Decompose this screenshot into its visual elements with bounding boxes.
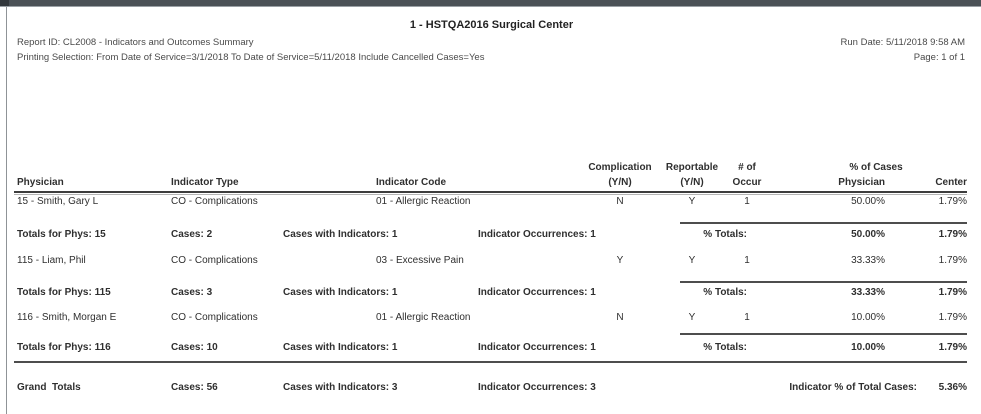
- indicator-type-header: Indicator Type: [171, 177, 239, 188]
- pct-center-header: Center: [935, 177, 967, 188]
- occur-cell: 1: [744, 312, 750, 323]
- indicator-type-cell: CO - Complications: [171, 255, 258, 266]
- pct-physician-total-cell: 10.00%: [851, 342, 885, 353]
- grand-cases-with-indicators-cell: Cases with Indicators: 3: [283, 382, 398, 393]
- report-id-line: Report ID: CL2008 - Indicators and Outcomes Summary: [17, 37, 254, 48]
- reportable-header-line2: (Y/N): [680, 177, 704, 188]
- run-date-line: Run Date: 5/11/2018 9:58 AM: [840, 37, 965, 48]
- pct-physician-cell: 50.00%: [851, 196, 885, 207]
- window-top-bar-edge: [0, 6, 981, 7]
- pct-physician-header: Physician: [838, 177, 885, 188]
- complication-cell: Y: [616, 255, 624, 266]
- grand-cases-cell: Cases: 56: [171, 382, 218, 393]
- indicator-occurrences-cell: Indicator Occurrences: 1: [478, 229, 596, 240]
- detail-row: [14, 312, 969, 324]
- pct-totals-label-cell: % Totals:: [703, 287, 747, 298]
- pct-physician-cell: 33.33%: [851, 255, 885, 266]
- totals-row: [14, 287, 969, 299]
- cases-with-indicators-cell: Cases with Indicators: 1: [283, 229, 398, 240]
- pct-totals-label-cell: % Totals:: [703, 342, 747, 353]
- indicator-pct-of-total-cases-label: Indicator % of Total Cases:: [789, 382, 917, 393]
- cases-with-indicators-cell: Cases with Indicators: 1: [283, 342, 398, 353]
- indicator-pct-of-total-cases-value: 5.36%: [938, 382, 967, 393]
- reportable-cell: Y: [688, 255, 696, 266]
- totals-label-cell: Totals for Phys: 115: [17, 287, 111, 298]
- detail-row: [14, 255, 969, 267]
- header-underline-shadow: [14, 194, 967, 195]
- pct-center-cell: 1.79%: [938, 196, 967, 207]
- indicator-code-cell: 01 - Allergic Reaction: [376, 312, 471, 323]
- header-underline: [14, 191, 967, 193]
- reportable-cell: Y: [688, 196, 696, 207]
- detail-row: [14, 196, 969, 208]
- pct-physician-total-cell: 50.00%: [851, 229, 885, 240]
- table-header-row-2: [14, 177, 969, 189]
- complication-cell: N: [616, 196, 624, 207]
- indicator-type-cell: CO - Complications: [171, 312, 258, 323]
- indicator-code-cell: 03 - Excessive Pain: [376, 255, 464, 266]
- pct-totals-label-cell: % Totals:: [703, 229, 747, 240]
- page-number-line: Page: 1 of 1: [913, 52, 965, 63]
- occur-header-line2: Occur: [732, 177, 762, 188]
- complication-header-line1: Complication: [588, 162, 652, 173]
- pct-center-cell: 1.79%: [938, 255, 967, 266]
- reportable-header-line1: Reportable: [665, 162, 719, 173]
- pct-center-cell: 1.79%: [938, 312, 967, 323]
- pct-center-total-cell: 1.79%: [938, 287, 967, 298]
- indicator-occurrences-cell: Indicator Occurrences: 1: [478, 287, 596, 298]
- complication-cell: N: [616, 312, 624, 323]
- indicator-code-cell: 01 - Allergic Reaction: [376, 196, 471, 207]
- report-title: 1 - HSTQA2016 Surgical Center: [409, 19, 574, 31]
- pct-physician-cell: 10.00%: [851, 312, 885, 323]
- occur-cell: 1: [744, 255, 750, 266]
- printing-selection-line: Printing Selection: From Date of Service=3/1/2018 To Date of Service=5/11/2018 Include Cancelled Cases=Yes: [17, 52, 485, 63]
- cases-with-indicators-cell: Cases with Indicators: 1: [283, 287, 398, 298]
- cases-cell: Cases: 3: [171, 287, 213, 298]
- complication-header-line2: (Y/N): [608, 177, 632, 188]
- grand-totals-row: [14, 382, 969, 394]
- pct-center-total-cell: 1.79%: [938, 342, 967, 353]
- occur-header-line1: # of: [738, 162, 756, 173]
- grand-totals-label-cell: Grand Totals: [17, 382, 81, 393]
- cases-cell: Cases: 2: [171, 229, 213, 240]
- occur-cell: 1: [744, 196, 750, 207]
- pct-physician-total-cell: 33.33%: [851, 287, 885, 298]
- totals-row: [14, 229, 969, 241]
- totals-label-cell: Totals for Phys: 15: [17, 229, 106, 240]
- indicator-type-cell: CO - Complications: [171, 196, 258, 207]
- totals-divider-line: [680, 281, 967, 283]
- totals-divider-line: [680, 222, 967, 224]
- physician-cell: 115 - Liam, Phil: [17, 255, 86, 266]
- physician-header: Physician: [17, 177, 64, 188]
- indicator-code-header: Indicator Code: [376, 177, 447, 188]
- totals-divider-line: [680, 333, 967, 335]
- physician-cell: 116 - Smith, Morgan E: [17, 312, 117, 323]
- grand-totals-divider-line: [14, 361, 967, 363]
- cases-cell: Cases: 10: [171, 342, 218, 353]
- reportable-cell: Y: [688, 312, 696, 323]
- indicator-occurrences-cell: Indicator Occurrences: 1: [478, 342, 596, 353]
- pct-of-cases-group-header: % of Cases: [849, 162, 903, 173]
- totals-row: [14, 342, 969, 354]
- grand-indicator-occurrences-cell: Indicator Occurrences: 3: [478, 382, 596, 393]
- physician-cell: 15 - Smith, Gary L: [17, 196, 99, 207]
- document-left-border: [6, 7, 7, 414]
- pct-center-total-cell: 1.79%: [938, 229, 967, 240]
- table-header-row-1: [14, 162, 969, 174]
- totals-label-cell: Totals for Phys: 116: [17, 342, 111, 353]
